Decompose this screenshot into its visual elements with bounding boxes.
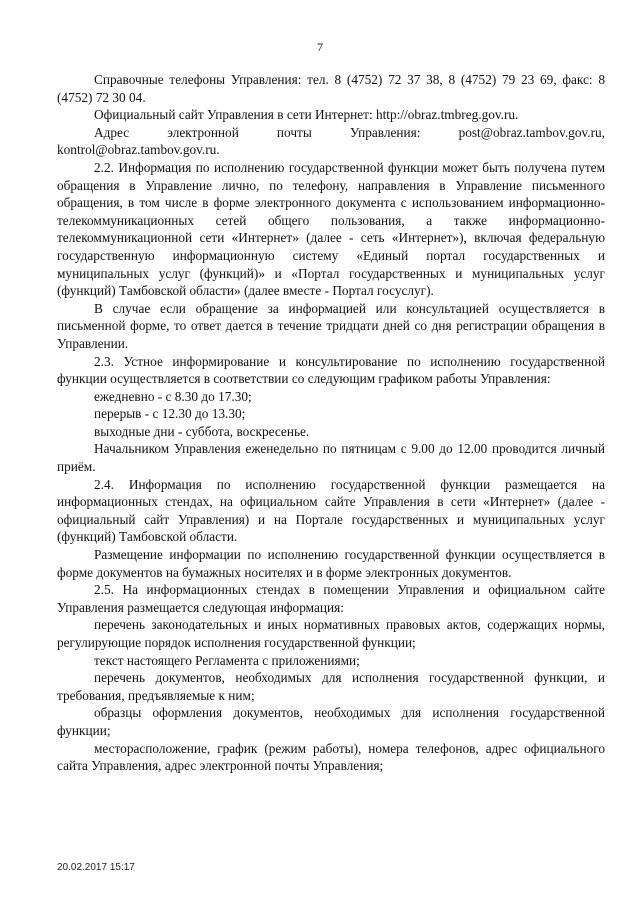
paragraph-phones: Справочные телефоны Управления: тел. 8 (4752) 72 37 38, 8 (4752) 79 23 69, факс: 8 (4752) 72 30 04. bbox=[57, 72, 605, 105]
page-number: 7 bbox=[317, 40, 323, 54]
schedule-weekends: выходные дни - суббота, воскресенье. bbox=[94, 423, 310, 439]
paragraph-email: Адрес электронной почты Управления: post@obraz.tambov.gov.ru, kontrol@obraz.tambov.gov.ru. bbox=[57, 124, 605, 158]
list-item: перечень законодательных и иных нормативных правовых актов, содержащих нормы, регулирующие порядок исполнения государственной функции; bbox=[57, 617, 605, 650]
document-body bbox=[57, 71, 605, 775]
list-item: месторасположение, график (режим работы), номера телефонов, адрес официального сайта Управления, адрес электронной почты Управления; bbox=[57, 740, 605, 774]
paragraph-written-request: В случае если обращение за информацией или консультацией осуществляется в письменной форме, то ответ дается в течение тридцати дней со дня регистрации обращения в Управлении. bbox=[57, 300, 605, 351]
paragraph-reception: Начальником Управления еженедельно по пятницам с 9.00 до 12.00 проводится личный приём. bbox=[57, 441, 605, 475]
schedule-daily: ежедневно - с 8.30 до 17.30; bbox=[94, 388, 252, 404]
paragraph-2-2: 2.2. Информация по исполнению государственной функции может быть получена путем обращения в Управление лично, по телефону, направления в Управление письменного обращения, в том числе в форме электронного документа с использованием информационно-телекоммуникационных сетей общего пользования, а также информационно-телекоммуникационной сети «Интернет» (далее - сеть «Интернет»), включая федеральную государственную информационную систему «Единый портал государственных и муниципальных услуг (функций)» и «Портал государственных и муниципальных услуг (функций) Тамбовской области» (далее вместе - Портал госуслуг). bbox=[57, 159, 605, 299]
paragraph-2-4: 2.4. Информация по исполнению государственной функции размещается на информационных стендах, на официальном сайте Управления в сети «Интернет» (далее - официальный сайт Управления) и на Портале государственных и муниципальных услуг (функций) Тамбовской области. bbox=[57, 476, 605, 545]
footer-timestamp: 20.02.2017 15:17 bbox=[57, 862, 135, 873]
list-item: перечень документов, необходимых для исполнения государственной функции, и требования, предъявляемые к ним; bbox=[57, 670, 605, 703]
paragraph-2-5: 2.5. На информационных стендах в помещении Управления и официальном сайте Управления размещается следующая информация: bbox=[57, 582, 605, 615]
schedule-break: перерыв - с 12.30 до 13.30; bbox=[94, 406, 246, 422]
paragraph-placement: Размещение информации по исполнению государственной функции осуществляется в форме документов на бумажных носителях и в форме электронных документов. bbox=[57, 547, 605, 580]
list-item: образцы оформления документов, необходимых для исполнения государственной функции; bbox=[57, 705, 605, 738]
paragraph-website: Официальный сайт Управления в сети Интернет: http://obraz.tmbreg.gov.ru. bbox=[94, 107, 519, 123]
paragraph-2-3: 2.3. Устное информирование и консультирование по исполнению государственной функции осуществляется в соответствии со следующим графиком работы Управления: bbox=[57, 353, 605, 387]
list-item: текст настоящего Регламента с приложениями; bbox=[94, 652, 360, 668]
